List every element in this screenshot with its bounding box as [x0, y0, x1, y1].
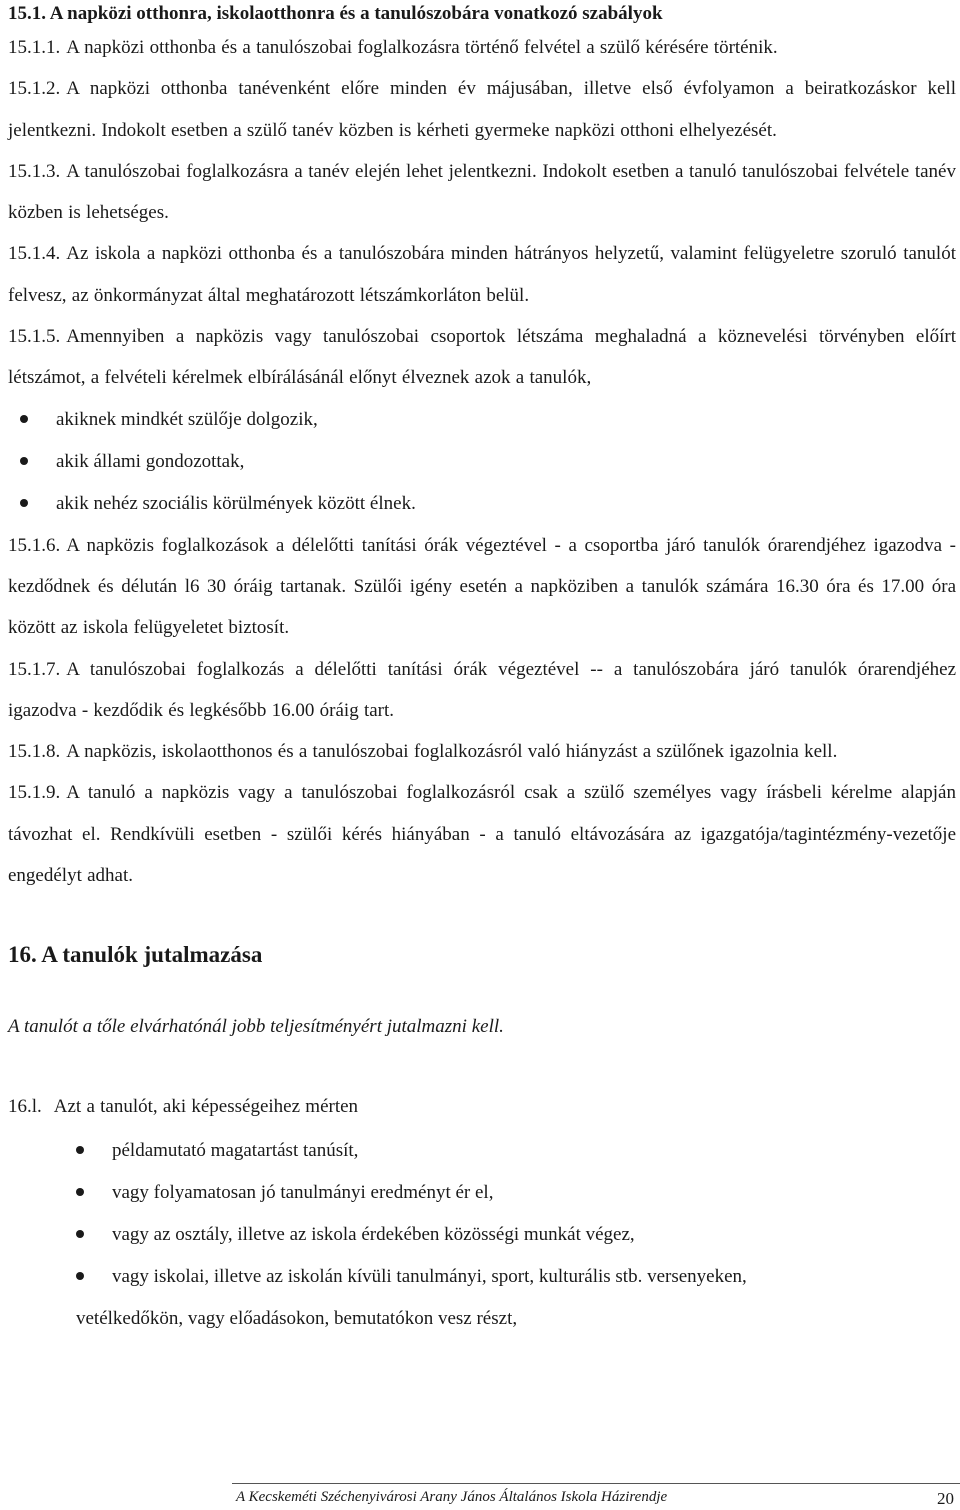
- paragraph-15-1-7: [8, 649, 956, 732]
- priority-criteria-list: [8, 399, 956, 525]
- paragraph-text: Az iskola a napközi otthonba és a tanulószobára minden hátrányos helyzetű, valamint felügyeletre szoruló tanulót felvesz, az önkormányzat által meghatározott létszámkorláton belül.: [8, 243, 956, 306]
- page-number: 20: [937, 1489, 954, 1508]
- bullet-icon: [20, 457, 28, 465]
- section-heading-15-1: 15.1. A napközi otthonra, iskolaotthonra és a tanulószobára vonatkozó szabályok: [8, 3, 663, 24]
- paragraph-text: A tanulószobai foglalkozásra a tanév elején lehet jelentkezni. Indokolt esetben a tanuló tanulószobai felvétele tanév közben is lehetséges.: [8, 160, 956, 224]
- paragraph-number: 15.1.6.: [8, 534, 61, 556]
- paragraph-number: 15.1.9.: [8, 782, 61, 804]
- bullet-icon: [20, 415, 28, 423]
- paragraph-text: A tanulószobai foglalkozás a délelőtti tanítási órák végeztével -- a tanulószobára járó tanulók órarendjéhez igazodva - kezdődik és legkésőbb 16.00 óráig tart.: [8, 658, 956, 721]
- list-item: vagy az osztály, illetve az iskola érdekében közösségi munkát végez,: [8, 1214, 956, 1256]
- paragraph-15-1-9: [8, 772, 956, 896]
- bullet-icon: [76, 1230, 84, 1238]
- list-item: vagy folyamatosan jó tanulmányi eredményt ér el,: [8, 1172, 956, 1214]
- bullet-icon: [76, 1188, 84, 1196]
- paragraph-number: 15.1.8.: [8, 741, 61, 763]
- paragraph-number: 15.1.5.: [8, 326, 61, 348]
- list-item: vagy iskolai, illetve az iskolán kívüli tanulmányi, sport, kulturális stb. versenyeken, vetélkedőkön, vagy előadásokon, bemutatókon vesz részt,: [76, 1266, 747, 1330]
- paragraph-text: A napközi otthonba és a tanulószobai foglalkozásra történő felvétel a szülő kérésére történik.: [66, 37, 778, 58]
- list-item: példamutató magatartást tanúsít,: [8, 1130, 956, 1172]
- paragraph-15-1-8: [8, 731, 956, 772]
- paragraph-15-1-5: [8, 316, 956, 399]
- page-footer: [0, 1478, 960, 1510]
- bullet-icon: [76, 1146, 84, 1154]
- paragraph-text: A napközis foglalkozások a délelőtti tanítási órák végeztével - a csoportba járó tanulók órarendjéhez igazodva - kezdődnek és délután l6 30 óráig tartanak. Szülői igény esetén a napköziben a tanulók számára 16.30 óra és 17.00 óra között az iskola felügyeletet biztosít.: [8, 534, 956, 639]
- list-item: akiknek mindkét szülője dolgozik,: [8, 399, 956, 441]
- paragraph-text: A napközis, iskolaotthonos és a tanulószobai foglalkozásról való hiányzást a szülőnek igazolnia kell.: [66, 741, 838, 763]
- reward-criteria-list: [8, 1130, 956, 1340]
- footer-title: A Kecskeméti Széchenyivárosi Arany János Általános Iskola Házirendje: [236, 1489, 668, 1505]
- paragraph-15-1-1: [8, 27, 956, 68]
- paragraph-15-1-3: [8, 151, 956, 234]
- paragraph-text: A napközi otthonba tanévenként előre minden év májusában, illetve első évfolyamon a beiratkozáskor kell jelentkezni. Indokolt esetben a szülő tanév közben is kérheti gyermeke napközi otthoni elhelyezését.: [8, 78, 956, 141]
- paragraph-16-1: [8, 1092, 956, 1122]
- list-item: akik állami gondozottak,: [8, 441, 956, 483]
- footer-divider: [232, 1483, 960, 1484]
- bullet-icon: [76, 1272, 84, 1280]
- paragraph-number: 15.1.7.: [8, 658, 61, 680]
- paragraph-number: 15.1.4.: [8, 243, 61, 265]
- paragraph-text: Amennyiben a napközis vagy tanulószobai csoportok létszáma meghaladná a köznevelési törvényben előírt létszámot, a felvételi kérelmek elbírálásánál előnyt élveznek azok a tanulók,: [8, 326, 956, 389]
- list-item: akik nehéz szociális körülmények között élnek.: [8, 483, 956, 525]
- paragraph-number: 15.1.2.: [8, 78, 61, 100]
- paragraph-number: 15.1.3.: [8, 160, 61, 182]
- section-title-16: 16. A tanulók jutalmazása: [8, 942, 263, 968]
- paragraph-text: A tanuló a napközis vagy a tanulószobai foglalkozásról csak a szülő személyes vagy írásbeli kérelme alapján távozhat el. Rendkívüli esetben - szülői kérés hiányában - a tanuló eltávozására az igazgatója/tagintézmény-vezetője engedélyt adhat.: [8, 782, 956, 887]
- section-intro: A tanulót a tőle elvárhatónál jobb teljesítményért jutalmazni kell.: [8, 1016, 504, 1038]
- paragraph-15-1-6: [8, 525, 956, 649]
- document-page: [8, 0, 956, 1340]
- paragraph-number: 16.l.: [8, 1096, 42, 1118]
- bullet-icon: [20, 499, 28, 507]
- paragraph-text: Azt a tanulót, aki képességeihez mérten: [53, 1096, 359, 1118]
- paragraph-15-1-2: [8, 68, 956, 151]
- paragraph-15-1-4: [8, 233, 956, 316]
- paragraph-number: 15.1.1.: [8, 37, 61, 58]
